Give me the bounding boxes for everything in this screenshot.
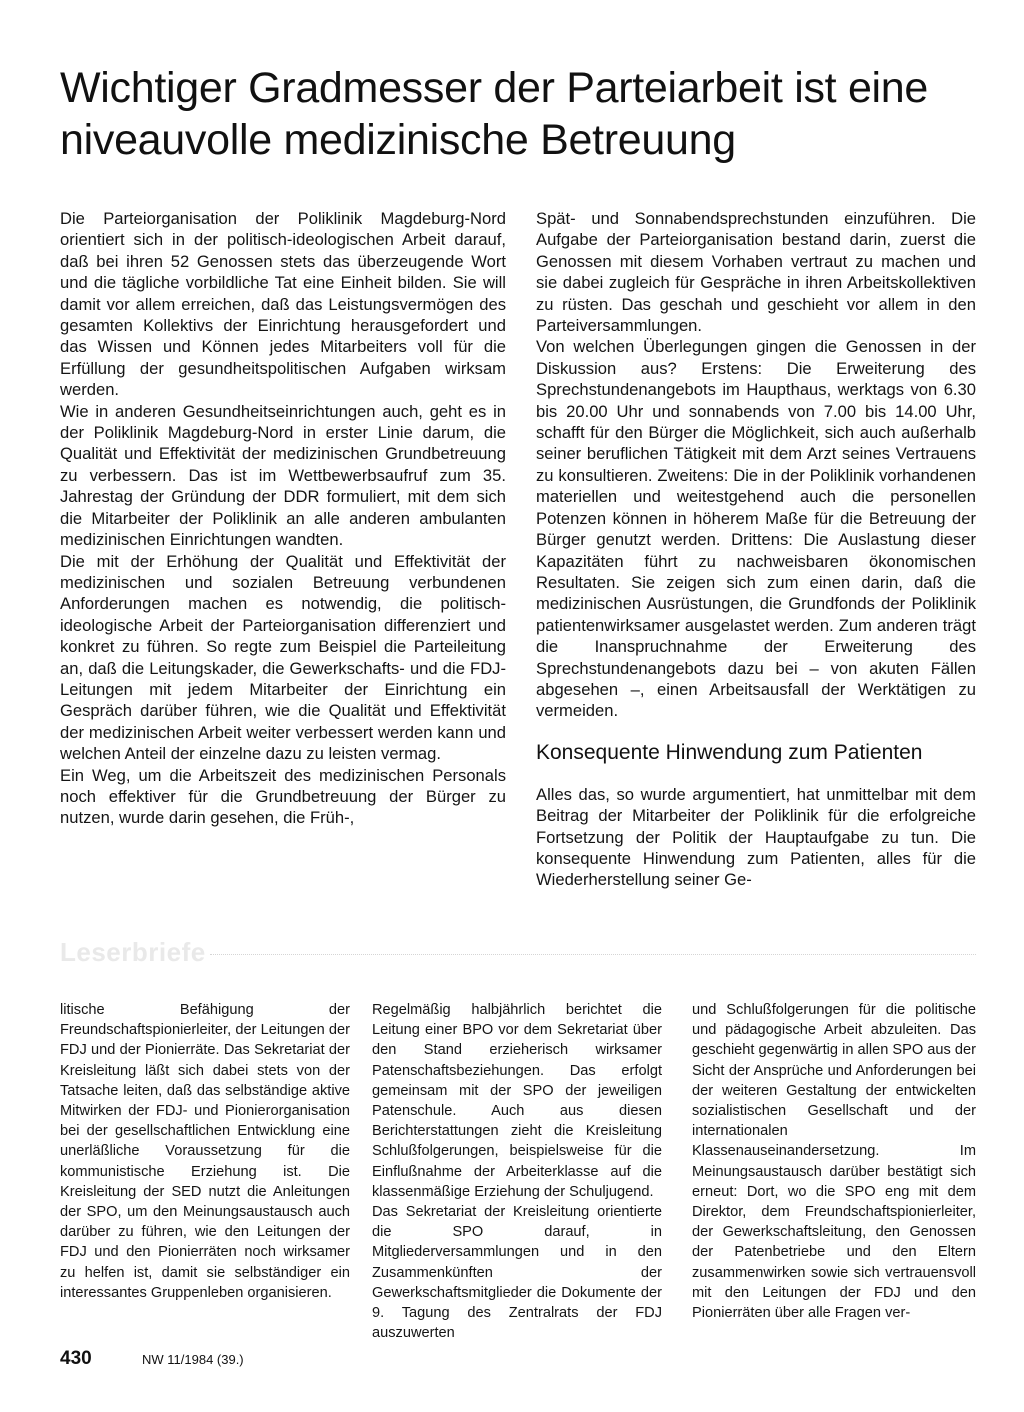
issue-label: NW 11/1984 (39.) <box>142 1352 244 1367</box>
paragraph: Spät- und Sonnabendsprechstunden einzuführen. Die Aufgabe der Parteiorganisation bestand darin, zuerst die Genossen mit diesem Vorhaben vertraut zu machen und sie dabei zugleich für Gespräche in ihren Arbeitskollektiven zu rüsten. Das geschah und geschieht vor allem in den Parteiversammlungen. <box>536 209 976 336</box>
paragraph: Wie in anderen Gesundheitseinrichtungen auch, geht es in der Poliklinik Magdeburg-Nord in erster Linie darum, die Qualität und Effektivität der medizinischen Grundbetreuung zu verbessern. Das ist im Wettbewerbsaufruf zum 35. Jahrestag der Gründung der DDR formuliert, mit dem sich die Mitarbeiter der Poliklinik an alle anderen ambulanten medizinischen Einrichtungen wandten. <box>60 401 506 550</box>
paragraph: litische Befähigung der Freundschaftspionierleiter, der Leitungen der FDJ und der Pionierräte. Das Sekretariat der Kreisleitung läßt sich dabei stets von der Tatsache leiten, daß das selbständige aktive Mitwirken der FDJ- und Pionierorganisation bei der gesellschaftlichen Entwicklung eine unerläßliche Voraussetzung für die kommunistische Erziehung ist. Die Kreisleitung der SED nutzt die Anleitungen der SPO, um den Meinungsaustausch auch darüber zu führen, wie den Leitungen der FDJ und den Pionierräten noch wirksamer zu helfen ist, damit sie selbständiger ein interessantes Gruppenleben organisieren. <box>60 1002 350 1301</box>
paragraph: Ein Weg, um die Arbeitszeit des medizinischen Personals noch effektiver für die Grundbetreuung der Bürger zu nutzen, wurde darin gesehen, die Früh-, <box>60 765 506 828</box>
section-header <box>60 938 976 966</box>
page-number: 430 <box>60 1348 92 1369</box>
page-footer <box>60 1348 660 1372</box>
paragraph: Die Parteiorganisation der Poliklinik Magdeburg-Nord orientiert sich in der politisch-ideologischen Arbeit darauf, daß bei ihren 52 Genossen stets das überzeugende Wort und die tägliche vorbildliche Tat eine Einheit bilden. Sie will damit vor allem erreichen, daß das Leistungsvermögen des gesamten Kollektivs der Einrichtung herausgefordert und das Wissen und Können jedes Mitarbeiters voll für die Erfüllung der gesundheitspolitischen Aufgaben wirksam werden. <box>60 209 506 400</box>
paragraph: und Schlußfolgerungen für die politische und pädagogische Arbeit abzuleiten. Das geschieht gegenwärtig in allen SPO aus der Sicht der Ansprüche und Anforderungen bei der weiteren Gestaltung der entwickelten sozialistischen Gesellschaft und der internationalen Klassenauseinandersetzung. Im Meinungsaustausch darüber bestätigt sich erneut: Dort, wo die SPO eng mit dem Direktor, dem Freundschaftspionierleiter, der Gewerkschaftsleitung, den Genossen der Patenbetriebe und den Eltern zusammenwirken sowie sich vertrauensvoll mit den Leitungen der FDJ und den Pionierräten über alle Fragen ver- <box>692 1002 976 1322</box>
section-label: Leserbriefe <box>60 937 206 967</box>
paragraph: Das Sekretariat der Kreisleitung orientierte die SPO darauf, in Mitgliederversammlungen und in den Zusammenkünften der Gewerkschaftsmitglieder die Dokumente der 9. Tagung des Zentralrats der FDJ auszuwerten <box>372 1204 662 1342</box>
paragraph: Alles das, so wurde argumentiert, hat unmittelbar mit dem Beitrag der Mitarbeiter der Poliklinik für die erfolgreiche Fortsetzung der Politik der Hauptaufgabe zu tun. Die konsequente Hinwendung zum Patienten, alles für die Wiederherstellung seiner Ge- <box>536 784 976 890</box>
letters-column-3 <box>692 1000 976 1323</box>
paragraph: Regelmäßig halbjährlich berichtet die Leitung einer BPO vor dem Sekretariat über den Stand erzieherisch wirksamer Patenschaftsbeziehungen. Das erfolgt gemeinsam mit der SPO der jeweiligen Patenschule. Auch aus diesen Berichterstattungen zieht die Kreisleitung Schlußfolgerungen, beispielsweise für die Einflußnahme der Arbeiterklasse auf die klassenmäßige Erziehung der Schuljugend. <box>372 1002 662 1200</box>
paragraph: Die mit der Erhöhung der Qualität und Effektivität der medizinischen und sozialen Betreuung verbundenen Anforderungen machen es notwendig, die politisch-ideologische Arbeit der Parteiorganisation differenziert und konkret zu führen. So regte zum Beispiel die Parteileitung an, daß die Leitungskader, die Gewerkschafts- und die FDJ-Leitungen mit jedem Mitarbeiter der Einrichtung ein Gespräch darüber führen, wie die Qualität und Effektivität der medizinischen Arbeit weiter verbessert werden kann und welchen Anteil der einzelne dazu zu leisten vermag. <box>60 551 506 764</box>
paragraph: Von welchen Überlegungen gingen die Genossen in der Diskussion aus? Erstens: Die Erweiterung des Sprechstundenangebots im Haupthaus, werktags von 6.30 bis 20.00 Uhr und sonnabends von 7.00 bis 14.00 Uhr, schafft für den Bürger die Möglichkeit, sich auch außerhalb seiner beruflichen Tätigkeit mit dem Arzt seines Vertrauens zu konsultieren. Zweitens: Die in der Poliklinik vorhandenen materiellen und weitestgehend auch die personellen Potenzen können in höherem Maße für die Betreuung der Bürger genutzt werden. Drittens: Die Auslastung dieser Kapazitäten führt zu nachweisbaren ökonomischen Resultaten. Sie zeigen sich zum einen darin, daß die medizinischen Ausrüstungen, die Grundfonds der Poliklinik patientenwirksamer ausgelastet werden. Zum anderen trägt die Inanspruchnahme der Erweiterung des Sprechstundenangebots dazu bei – von akuten Fällen abgesehen –, einen Arbeitsausfall der Werktätigen zu vermeiden. <box>536 337 976 721</box>
letters-column-2 <box>372 1000 662 1343</box>
article-subheading: Konsequente Hinwendung zum Patienten <box>536 740 923 764</box>
article-column-1 <box>60 208 506 829</box>
letters-column-1 <box>60 1000 350 1303</box>
article-title: Wichtiger Gradmesser der Parteiarbeit ist eine niveauvolle medizinische Betreuung <box>60 64 929 164</box>
section-divider <box>210 954 976 955</box>
article-column-2 <box>536 208 976 891</box>
